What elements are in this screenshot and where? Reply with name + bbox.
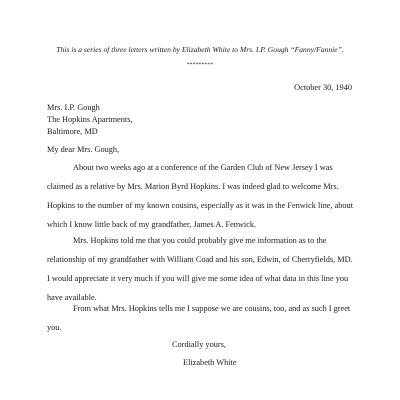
signature: Elizabeth White: [183, 358, 237, 367]
closing: Cordially yours,: [172, 340, 226, 349]
paragraph-3: From what Mrs. Hopkins tells me I suppose we are cousins, too, and as such I greet you.: [47, 304, 351, 332]
paragraph-1: About two weeks ago at a conference of the Garden Club of New Jersey I was claimed as a relative by Mrs. Marion Byrd Hopkins. I was indeed glad to welcome Mrs. Hopkins to the number of my known cousins, especially as it was in the Fenwick line, about which I know little back of my grandfather, James A. Fenwick.: [47, 163, 354, 229]
separator: *********: [186, 62, 214, 68]
address-line-city: Baltimore, MD: [47, 127, 98, 136]
address-line-building: The Hopkins Apartments,: [47, 115, 133, 124]
address-line-name: Mrs. I.P. Gough: [47, 103, 100, 112]
intro-note: This is a series of three letters written by Elizabeth White to Mrs. I.P. Gough “Fanny/Fannie”.: [56, 45, 344, 54]
letter-date: October 30, 1940: [294, 83, 352, 92]
paragraph-2: Mrs. Hopkins told me that you could probably give me information as to the relationship of my grandfather with William Coad and his son, Edwin, of Cherryfields, MD. I would appreciate it very much if you will give me some idea of what data in this line you have available.: [47, 236, 353, 302]
salutation: My dear Mrs. Gough,: [47, 145, 120, 154]
